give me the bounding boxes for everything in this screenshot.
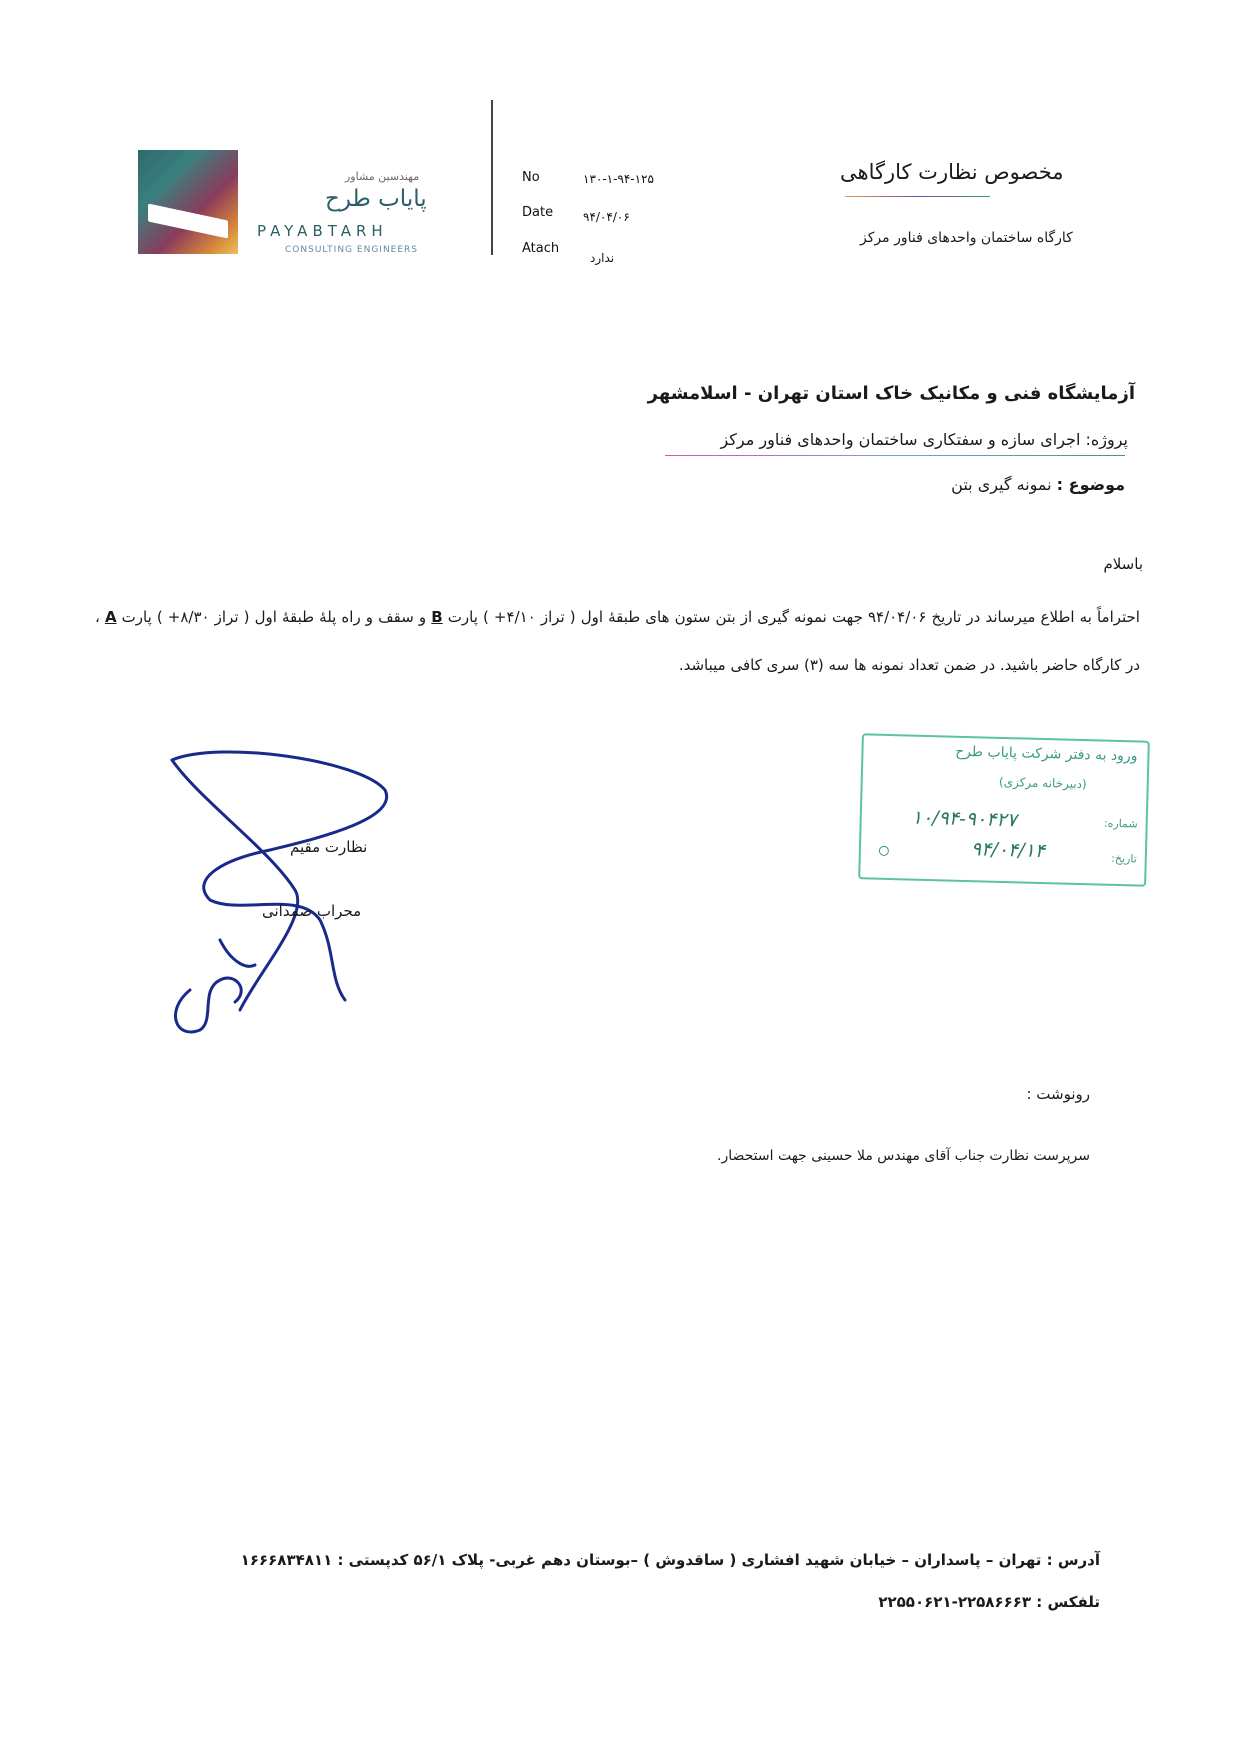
para-part-1: احتراماً به اطلاع میرساند در تاریخ ۹۴/۰۴/۰۶ جهت نمونه گیری از بتن ستون های طبقهٔ اول ( تراز ۴/۱۰+ ) پارت: [447, 608, 1140, 626]
attach-value: ندارد: [590, 251, 615, 265]
signer-role: نظارت مقیم: [290, 838, 368, 856]
logo-en-name: PAYABTARH: [257, 222, 388, 240]
stamp-date: ۹۴/۰۴/۱۴: [970, 838, 1046, 863]
logo-fa-name: پایاب طرح: [325, 186, 427, 212]
stamp-line-2: (دبیرخانه مرکزی): [998, 774, 1087, 792]
part-a: A: [104, 608, 117, 626]
cc-text: سرپرست نظارت جناب آقای مهندس ملا حسینی جهت استحضار.: [717, 1148, 1090, 1164]
handwritten-signature: [160, 740, 400, 1040]
recipient: آزمایشگاه فنی و مکانیک خاک استان تهران - اسلامشهر: [647, 383, 1135, 404]
project-line: پروژه: اجرای سازه و سفتکاری ساختمان واحدهای فناور مرکز: [720, 430, 1128, 449]
footer-phone: تلفکس : ۲۲۵۸۶۶۶۳-۲۲۵۵۰۶۲۱: [878, 1593, 1100, 1611]
body-paragraph: [95, 593, 1140, 689]
header-title-underline: [845, 196, 990, 197]
logo-en-subtitle: CONSULTING ENGINEERS: [285, 245, 419, 255]
no-label: No: [522, 170, 540, 185]
stamp-number-label: شماره:: [1103, 816, 1138, 831]
footer-address: آدرس : تهران – پاسداران – خیابان شهید افشاری ( ساقدوش ) –بوستان دهم غربی- پلاک ۵۶/۱ کدپستی : ۱۶۶۶۸۳۴۸۱۱: [240, 1551, 1100, 1569]
subject-line: [951, 475, 1125, 494]
logo-fa-subtitle: مهندسین مشاور: [345, 170, 420, 183]
stamp-line-1: ورود به دفتر شرکت پایاب طرح: [954, 743, 1138, 765]
date-label: Date: [522, 205, 554, 220]
header-title: مخصوص نظارت کارگاهی: [840, 160, 1064, 184]
date-value: ۹۴/۰۴/۰۶: [583, 210, 630, 224]
para-part-2: و سقف و راه پلهٔ طبقهٔ اول ( تراز ۸/۳۰+ ) پارت: [121, 608, 427, 626]
stamp-date-label: تاریخ:: [1111, 851, 1137, 866]
part-b: B: [431, 608, 443, 626]
stamp-number: ۱۰/۹۴-۹۰۴۲۷: [911, 806, 1018, 832]
company-logo-mark: [138, 150, 238, 254]
subject-value: نمونه گیری بتن: [951, 475, 1052, 494]
para-part-3: ، در کارگاه حاضر باشید. در ضمن تعداد نمونه ها سه (۳) سری کافی میباشد.: [95, 608, 1140, 674]
stamp-dot-icon: [879, 846, 889, 856]
header-divider: [491, 100, 493, 255]
cc-label: رونوشت :: [1026, 1085, 1090, 1103]
attach-label: Atach: [522, 241, 560, 256]
received-stamp: [858, 733, 1150, 886]
no-value: ۱۳۰-۱-۹۴-۱۲۵: [583, 172, 654, 186]
greeting: باسلام: [1103, 555, 1143, 573]
signer-name: محراب صمدانی: [262, 902, 362, 920]
header-subtitle: کارگاه ساختمان واحدهای فناور مرکز: [860, 230, 1073, 246]
project-underline: [665, 455, 1125, 456]
subject-label: موضوع :: [1056, 475, 1125, 494]
